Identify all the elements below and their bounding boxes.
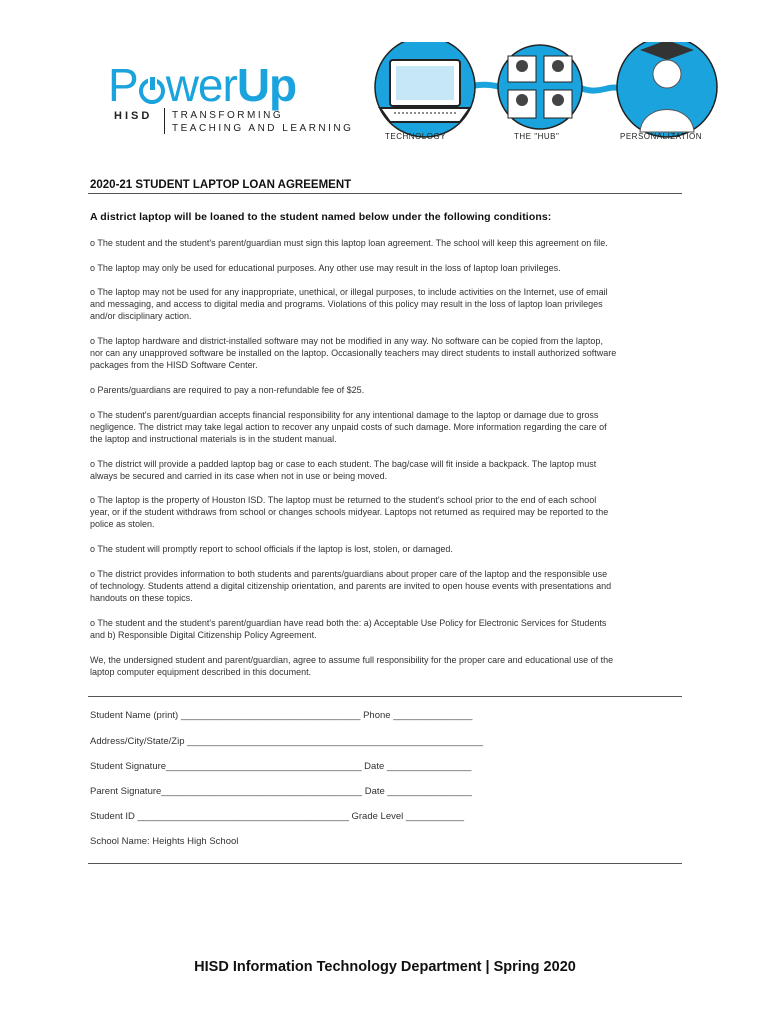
condition-line: o The student and the student's parent/guardian have read both the: a) Acceptable Use Policy for Electronic Services for Students — [90, 618, 607, 628]
condition-line: o Parents/guardians are required to pay a non-refundable fee of $25. — [90, 385, 365, 395]
intro-text: A district laptop will be loaned to the student named below under the following conditions: — [90, 211, 552, 223]
form-field-line: Address/City/State/Zip ________________________________________________________ — [90, 736, 484, 747]
condition-line: o The laptop may only be used for educational purposes. Any other use may result in the loss of laptop loan privileges. — [90, 263, 561, 273]
condition-line: and b) Responsible Digital Citizenship Policy Agreement. — [90, 630, 317, 640]
condition-line: o The district provides information to both students and parents/guardians about proper care of the laptop and the responsible use — [90, 569, 608, 579]
title-rule — [88, 193, 682, 194]
condition-paragraph — [90, 262, 690, 274]
pillar-graphics — [360, 42, 720, 152]
logo-wordmark — [108, 60, 296, 110]
condition-line: and/or disciplinary action. — [90, 311, 192, 321]
laptop-icon — [375, 42, 475, 137]
condition-paragraph — [90, 384, 690, 396]
condition-paragraph — [90, 335, 690, 371]
logo-org: HISD — [114, 110, 153, 122]
condition-paragraph — [90, 617, 690, 641]
condition-line: We, the undersigned student and parent/guardian, agree to assume full responsibility for the proper care and educational use of the — [90, 655, 614, 665]
hub-people-icon — [498, 45, 582, 129]
condition-line: o The laptop hardware and district-installed software may not be modified in any way. No software can be copied from the laptop, — [90, 336, 603, 346]
condition-line: o The student's parent/guardian accepts financial responsibility for any intentional damage to the laptop or damage due to gross — [90, 410, 599, 420]
condition-line: handouts on these topics. — [90, 593, 193, 603]
logo-letters-up: Up — [236, 59, 297, 111]
condition-paragraph — [90, 458, 690, 482]
condition-paragraph — [90, 568, 690, 604]
condition-line: o The laptop may not be used for any inappropriate, unethical, or illegal purposes, to include activities on the Internet, use of email — [90, 287, 608, 297]
label-technology: TECHNOLOGY — [385, 132, 447, 141]
logo-divider — [164, 108, 165, 134]
condition-line: o The laptop is the property of Houston ISD. The laptop must be returned to the student's school prior to the end of each school — [90, 495, 597, 505]
condition-paragraph — [90, 654, 690, 678]
form-field-line: Student Signature_____________________________________ Date ________________ — [90, 761, 472, 772]
form-field-line: Student Name (print) __________________________________ Phone _______________ — [90, 710, 473, 721]
condition-line: police as stolen. — [90, 519, 155, 529]
condition-line: of technology. Students attend a digital citizenship orientation, and parents are invited to open house events with presentations and — [90, 581, 612, 591]
label-hub: THE "HUB" — [514, 132, 560, 141]
powerup-logo — [108, 59, 354, 140]
condition-line: nor can any unapproved software be installed on the laptop. Occasionally teachers may direct students to install authorized software — [90, 348, 617, 358]
condition-line: negligence. The district may take legal action to recover any unpaid costs of such damage. More information regarding the care of — [90, 422, 607, 432]
logo-line-1: TRANSFORMING — [172, 110, 284, 121]
condition-paragraph — [90, 237, 690, 249]
condition-line: the laptop and instructional materials is in the student manual. — [90, 434, 337, 444]
condition-line: always be secured and carried in its case when not in use or being moved. — [90, 471, 388, 481]
condition-line: o The district will provide a padded laptop bag or case to each student. The bag/case will fit inside a backpack. The laptop must — [90, 459, 597, 469]
form-field-line: School Name: Heights High School — [90, 836, 239, 847]
form-top-rule — [88, 696, 682, 697]
condition-paragraph — [90, 286, 690, 322]
condition-line: o The student will promptly report to school officials if the laptop is lost, stolen, or damaged. — [90, 544, 453, 554]
condition-paragraph — [90, 543, 690, 555]
condition-line: packages from the HISD Software Center. — [90, 360, 258, 370]
logo-line-2: TEACHING AND LEARNING — [172, 123, 354, 134]
form-field-line: Parent Signature______________________________________ Date ________________ — [90, 786, 472, 797]
logo-letters-wer: wer — [165, 59, 237, 111]
form-bottom-rule — [88, 863, 682, 864]
graduate-icon — [617, 42, 717, 137]
power-icon — [139, 78, 165, 104]
form-field-line: Student ID ________________________________________ Grade Level ___________ — [90, 811, 465, 822]
condition-line: o The student and the student's parent/guardian must sign this laptop loan agreement. The school will keep this agreement on file. — [90, 238, 608, 248]
document-title: 2020-21 STUDENT LAPTOP LOAN AGREEMENT — [90, 179, 352, 191]
condition-line: year, or if the student withdraws from school or changes schools midyear. Laptops not returned as required may be reported to the — [90, 507, 609, 517]
logo-letter-p: P — [108, 59, 138, 111]
condition-paragraph — [90, 494, 690, 530]
page-header — [0, 0, 770, 160]
condition-line: laptop computer equipment described in this document. — [90, 667, 312, 677]
condition-line: and messaging, and access to digital media and programs. Violations of this policy may result in the loss of laptop loan privileges — [90, 299, 603, 309]
page-footer: HISD Information Technology Department | Spring 2020 — [194, 959, 576, 975]
label-personalization: PERSONALIZATION — [620, 132, 703, 141]
condition-paragraph — [90, 409, 690, 445]
